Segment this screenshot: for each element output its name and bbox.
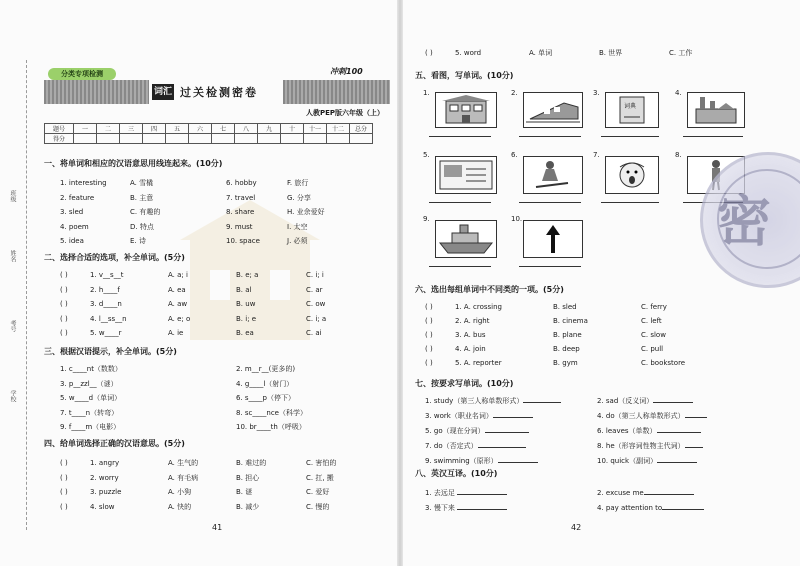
option-b: B. al <box>236 285 252 294</box>
option-b: B. 谜 <box>236 488 253 496</box>
right-page <box>403 0 800 566</box>
meaning-paren-col <box>60 456 68 514</box>
score-cell: 八 <box>235 124 258 134</box>
score-input[interactable] <box>281 134 304 144</box>
section-heading: 六、选出每组单词中不同类的一项。(5分) <box>415 285 564 294</box>
score-cell: 五 <box>166 124 189 134</box>
answer-paren[interactable]: ( ) <box>425 317 433 325</box>
score-cell: 总分 <box>350 124 373 134</box>
match-meaning[interactable]: A. 雪橇 <box>130 179 154 187</box>
header-bar-left <box>44 80 149 104</box>
match-word[interactable]: 8. share <box>226 208 255 216</box>
answer-line[interactable] <box>601 202 659 203</box>
option-b: B. 世界 <box>599 49 623 57</box>
odd-paren-col <box>425 300 433 370</box>
option-a: A. 有毛病 <box>168 473 199 482</box>
option-c: C. slow <box>641 331 666 339</box>
answer-line[interactable] <box>429 136 491 137</box>
transform-left-col <box>425 394 561 469</box>
answer-paren[interactable]: ( ) <box>425 345 433 353</box>
section-heading: 一、将单词和相应的汉语意思用线连起来。(10分) <box>44 159 223 168</box>
question-text: 5. w____r <box>90 329 122 337</box>
answer-line[interactable] <box>519 266 581 267</box>
transform-prompt: 10. quick（副词） <box>597 457 658 465</box>
transform-prompt: 5. go（现在分词） <box>425 427 485 435</box>
fill-word[interactable]: 6. s____p（停下） <box>236 394 295 402</box>
odd-c-col <box>641 300 685 370</box>
score-input[interactable] <box>327 134 350 144</box>
answer-paren[interactable]: ( ) <box>60 488 68 496</box>
transform-item[interactable] <box>597 439 707 454</box>
score-cell: 二 <box>97 124 120 134</box>
match-word[interactable]: 2. feature <box>60 193 95 202</box>
match-right-words <box>226 176 260 249</box>
meaning-question-col <box>90 456 121 514</box>
option-a: A. 快的 <box>168 502 192 511</box>
answer-line[interactable] <box>683 136 743 137</box>
match-word[interactable]: 7. travel <box>226 193 256 202</box>
answer-line[interactable] <box>519 136 581 137</box>
answer-paren[interactable]: ( ) <box>60 300 68 308</box>
transform-item[interactable] <box>597 424 707 439</box>
answer-paren[interactable]: ( ) <box>60 314 68 323</box>
section-heading: 四、给单词选择正确的汉语意思。(5分) <box>44 439 185 448</box>
match-meaning[interactable]: B. 主意 <box>130 193 154 202</box>
question-text: 3. puzzle <box>90 488 122 496</box>
translate-prompt: 2. excuse me <box>597 489 644 497</box>
match-word[interactable]: 5. idea <box>60 237 84 245</box>
answer-paren[interactable]: ( ) <box>60 329 68 337</box>
match-meaning[interactable]: F. 旅行 <box>287 179 309 187</box>
translate-prompt: 4. pay attention to <box>597 504 663 512</box>
transform-item[interactable] <box>425 409 561 424</box>
translate-right-col <box>597 486 704 516</box>
question-text: 2. A. right <box>455 317 490 325</box>
transform-right-col <box>597 394 707 469</box>
score-input[interactable] <box>304 134 327 144</box>
side-label: 学校 <box>9 390 16 402</box>
match-meaning[interactable]: J. 必须 <box>287 237 308 245</box>
page-number: 42 <box>571 523 582 532</box>
option-c: C. i; a <box>306 314 327 323</box>
option-b: B. i; e <box>236 314 257 323</box>
option-b: B. 担心 <box>236 473 260 482</box>
question-text: 4. l__ss__n <box>90 314 127 323</box>
side-label: 姓名 <box>9 250 16 262</box>
side-label: 班级 <box>9 190 16 202</box>
score-input[interactable] <box>235 134 258 144</box>
score-cell: 十一 <box>304 124 327 134</box>
edition-label: 人教PEP版六年级（上） <box>306 109 385 117</box>
option-c: C. 害怕的 <box>306 459 337 467</box>
score-cell: 七 <box>212 124 235 134</box>
choice-question-col <box>90 268 127 341</box>
picture-number: 1. <box>423 89 430 97</box>
score-header-row <box>45 124 373 134</box>
score-cell: 得分 <box>45 134 74 144</box>
transform-prompt: 7. do（否定式） <box>425 442 478 450</box>
answer-line[interactable] <box>519 202 581 203</box>
section-heading: 二、选择合适的选项，补全单词。(5分) <box>44 253 185 262</box>
transform-prompt: 1. study（第三人称单数形式） <box>425 397 524 405</box>
header-bar-right <box>283 80 390 104</box>
option-c: C. 扛, 搬 <box>306 473 334 482</box>
transform-item[interactable] <box>597 409 707 424</box>
match-left-meanings <box>130 176 160 249</box>
option-a: A. 小狗 <box>168 488 192 496</box>
factory-picture <box>687 92 745 128</box>
translate-prompt: 3. 慢下来 <box>425 504 455 512</box>
score-cell: 十二 <box>327 124 350 134</box>
option-c: C. bookstore <box>641 359 686 367</box>
picture-number: 5. <box>423 151 430 159</box>
section-heading: 七、按要求写单词。(10分) <box>415 379 514 388</box>
choice-a-col <box>168 268 190 341</box>
answer-line[interactable] <box>429 202 491 203</box>
translate-left-col <box>425 486 507 516</box>
score-cell: 三 <box>120 124 143 134</box>
fill-word[interactable]: 9. f____m（电影） <box>60 423 121 431</box>
transform-item[interactable] <box>597 394 707 409</box>
option-b: B. gym <box>553 359 578 367</box>
score-cell: 题号 <box>45 124 74 134</box>
meaning-a-col <box>168 456 198 514</box>
transform-prompt: 6. leaves（单数） <box>597 427 657 435</box>
option-c: C. 工作 <box>669 49 693 57</box>
answer-paren[interactable]: ( ) <box>60 271 68 279</box>
transform-prompt: 4. do（第三人称单数形式） <box>597 412 685 420</box>
option-a: A. e; o <box>168 314 191 323</box>
transform-item[interactable] <box>425 439 561 454</box>
sledding-picture <box>523 156 583 194</box>
picture-number: 7. <box>593 151 600 159</box>
question-text: 5. A. reporter <box>455 359 502 367</box>
series-pill: 分类专项检测 <box>48 68 116 80</box>
picture-number: 9. <box>423 215 430 223</box>
question-text: 1. v__s__t <box>90 271 124 279</box>
meaning-c-col <box>306 456 336 514</box>
match-left-words <box>60 176 107 249</box>
picture-number: 3. <box>593 89 600 97</box>
left-page <box>0 0 397 566</box>
score-input[interactable] <box>143 134 166 144</box>
option-c: C. ar <box>306 285 323 294</box>
side-label: 考号 <box>9 320 16 332</box>
question-text: 2. worry <box>90 473 119 482</box>
match-right-meanings <box>287 176 325 249</box>
question-text: 5. word <box>455 49 482 57</box>
score-cell: 六 <box>189 124 212 134</box>
score-table <box>44 123 373 144</box>
section-heading: 三、根据汉语提示，补全单词。(5分) <box>44 347 177 356</box>
postcard-picture <box>435 156 497 194</box>
meaning-b-col <box>236 456 266 514</box>
score-cell: 九 <box>258 124 281 134</box>
answer-line[interactable] <box>429 266 491 267</box>
translate-item[interactable] <box>597 486 704 501</box>
option-b: B. plane <box>553 331 582 339</box>
train-picture <box>523 92 583 128</box>
fill-word[interactable]: 4. g____l（射门） <box>236 379 294 388</box>
match-meaning[interactable]: H. 业余爱好 <box>287 208 325 216</box>
choice-b-col <box>236 268 258 341</box>
question-text: 1. A. crossing <box>455 303 502 311</box>
option-c: C. ferry <box>641 303 667 311</box>
option-c: C. i; i <box>306 271 324 279</box>
transform-item[interactable] <box>597 454 707 469</box>
match-word[interactable]: 9. must <box>226 222 253 231</box>
match-meaning[interactable]: E. 诗 <box>130 237 146 245</box>
hint-right-col <box>236 362 307 435</box>
fill-word[interactable]: 5. w____d（单词） <box>60 394 122 402</box>
option-b: B. cinema <box>553 317 588 325</box>
transform-prompt: 9. swimming（原形） <box>425 457 498 465</box>
question-text: 4. slow <box>90 502 115 511</box>
section-heading: 八、英汉互译。(10分) <box>415 469 498 478</box>
match-meaning[interactable]: I. 太空 <box>287 222 308 231</box>
option-b: B. e; a <box>236 271 259 279</box>
match-word[interactable]: 3. sled <box>60 208 84 216</box>
transform-item[interactable] <box>425 424 561 439</box>
score-cell: 四 <box>143 124 166 134</box>
picture-number: 8. <box>675 151 682 159</box>
option-b: B. 减少 <box>236 502 260 511</box>
score-input[interactable] <box>189 134 212 144</box>
hint-left-col <box>60 362 122 435</box>
picture-number: 10. <box>511 215 523 223</box>
question-text: 3. d____n <box>90 300 122 308</box>
choice-c-col <box>306 268 326 341</box>
option-c: C. 慢的 <box>306 502 330 511</box>
option-a: A. ea <box>168 285 186 294</box>
option-b: B. deep <box>553 345 580 353</box>
answer-paren[interactable]: ( ) <box>425 49 433 57</box>
answer-paren[interactable]: ( ) <box>60 473 68 482</box>
fill-word[interactable]: 3. p__zzl__（谜） <box>60 379 118 388</box>
odd-a-col <box>455 300 502 370</box>
fill-word[interactable]: 8. sc____nce（科学） <box>236 408 307 417</box>
option-c: C. ai <box>306 329 322 337</box>
option-a: A. 生气的 <box>168 459 199 467</box>
transform-prompt: 2. sad（反义词） <box>597 397 654 405</box>
cinema-building-picture <box>435 92 497 128</box>
answer-paren[interactable]: ( ) <box>60 502 68 511</box>
section-heading: 五、看图，写单词。(10分) <box>415 71 514 80</box>
match-word[interactable]: 6. hobby <box>226 179 257 187</box>
score-input[interactable] <box>120 134 143 144</box>
brand-mark: 冲刺100 <box>330 67 363 76</box>
scared-face-picture <box>605 156 659 194</box>
question-text: 4. A. join <box>455 345 486 353</box>
option-b: B. 难过的 <box>236 459 267 467</box>
picture-number: 2. <box>511 89 518 97</box>
match-meaning[interactable]: G. 分享 <box>287 193 311 202</box>
translate-item[interactable] <box>597 501 704 516</box>
fill-word[interactable]: 7. t____n（转弯） <box>60 408 119 417</box>
answer-paren[interactable]: ( ) <box>425 303 433 311</box>
option-c: C. left <box>641 317 662 325</box>
score-input[interactable] <box>166 134 189 144</box>
binding-line <box>26 60 27 530</box>
score-cell: 十 <box>281 124 304 134</box>
transform-item[interactable] <box>425 394 561 409</box>
option-a: A. 单词 <box>529 49 553 57</box>
transform-item[interactable] <box>425 454 561 469</box>
up-arrow-picture <box>523 220 583 258</box>
transform-prompt: 8. he（形容词性物主代词） <box>597 442 685 450</box>
odd-b-col <box>553 300 588 370</box>
question-text: 3. A. bus <box>455 331 486 339</box>
option-c: C. 爱好 <box>306 488 330 496</box>
option-c: C. ow <box>306 300 326 308</box>
score-value-row <box>45 134 373 144</box>
title-badge: 词汇 <box>152 84 174 100</box>
option-b: B. ea <box>236 329 254 337</box>
score-input[interactable] <box>350 134 373 144</box>
question-text: 1. angry <box>90 459 120 467</box>
answer-paren[interactable]: ( ) <box>60 285 68 294</box>
answer-paren[interactable]: ( ) <box>60 459 68 467</box>
fill-word[interactable]: 1. c____nt（数数） <box>60 365 122 373</box>
binding-labels <box>8 180 22 440</box>
fill-word[interactable]: 10. br____th（呼吸） <box>236 423 306 431</box>
answer-paren[interactable]: ( ) <box>425 359 433 367</box>
fill-word[interactable]: 2. m__r__(更多的) <box>236 365 296 373</box>
score-input[interactable] <box>258 134 281 144</box>
match-meaning[interactable]: D. 特点 <box>130 222 154 231</box>
picture-number: 6. <box>511 151 518 159</box>
dictionary-caption: 词典 <box>624 103 637 110</box>
score-cell: 一 <box>74 124 97 134</box>
score-input[interactable] <box>212 134 235 144</box>
score-input[interactable] <box>74 134 97 144</box>
picture-number: 4. <box>675 89 682 97</box>
question-text: 2. h____f <box>90 285 120 294</box>
transform-prompt: 3. work（职业名词） <box>425 412 493 420</box>
option-b: B. uw <box>236 300 256 308</box>
seal-character: 密 <box>717 189 771 253</box>
score-input[interactable] <box>97 134 120 144</box>
match-word[interactable]: 10. space <box>226 237 260 245</box>
option-b: B. sled <box>553 303 577 311</box>
option-c: C. pull <box>641 345 664 353</box>
option-a: A. a; i <box>168 271 188 279</box>
translate-item[interactable] <box>425 501 507 516</box>
dictionary-picture <box>605 92 659 128</box>
ship-picture <box>435 220 497 258</box>
translate-prompt: 1. 去远足 <box>425 489 455 497</box>
page-title: 过关检测密卷 <box>180 86 258 99</box>
answer-paren[interactable]: ( ) <box>425 331 433 339</box>
page-number: 41 <box>212 523 223 532</box>
option-a: A. aw <box>168 300 188 308</box>
answer-line[interactable] <box>601 136 659 137</box>
option-a: A. ie <box>168 329 184 337</box>
translate-item[interactable] <box>425 486 507 501</box>
match-word[interactable]: 4. poem <box>60 222 89 231</box>
choice-paren-col <box>60 268 68 341</box>
match-meaning[interactable]: C. 有趣的 <box>130 208 161 216</box>
match-word[interactable]: 1. interesting <box>60 179 107 187</box>
